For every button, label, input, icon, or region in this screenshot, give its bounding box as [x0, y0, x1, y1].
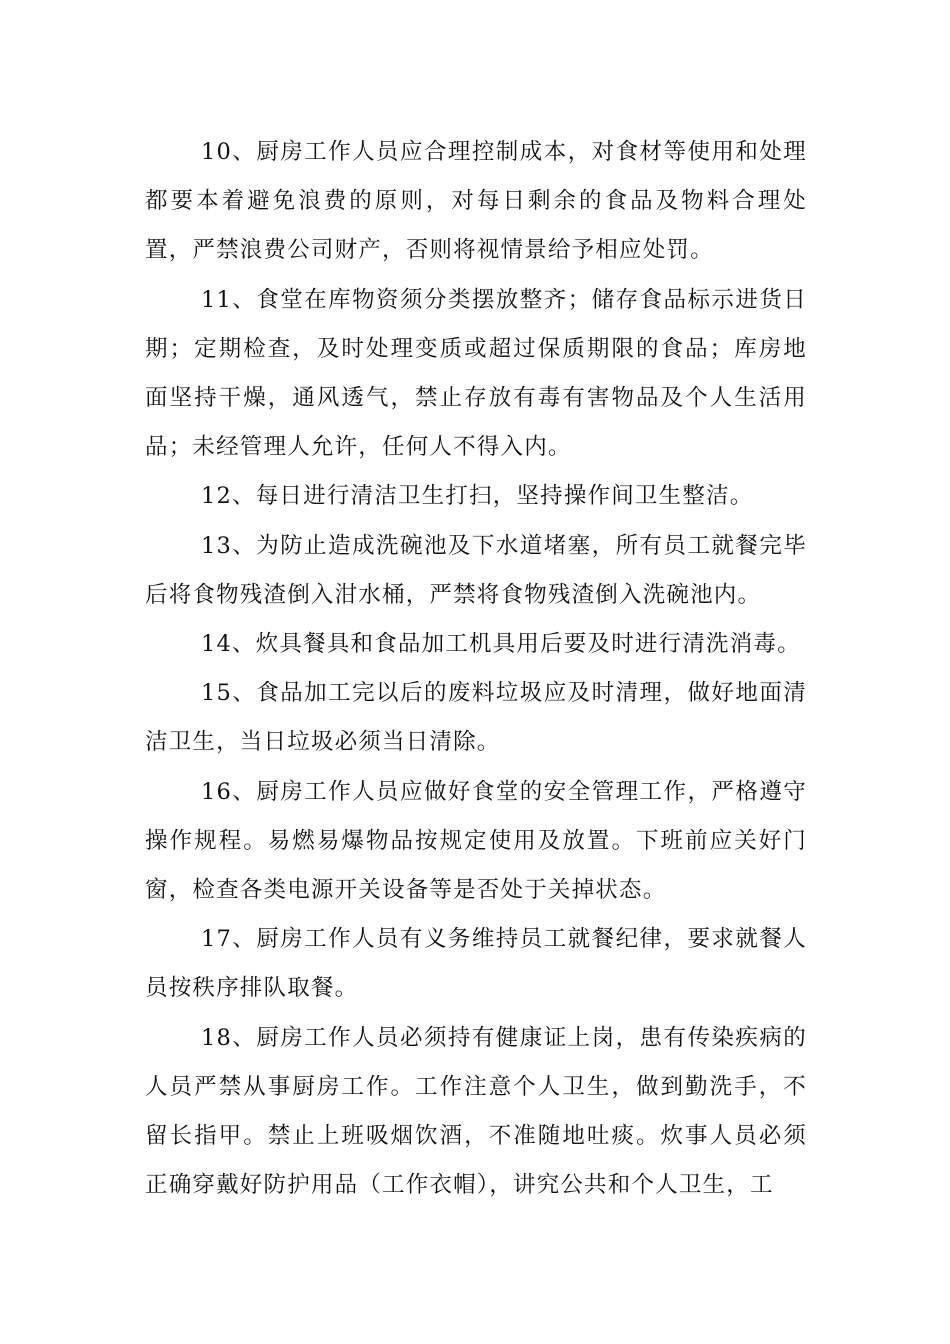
- rule-paragraph-12: 12、每日进行清洁卫生打扫，坚持操作间卫生整洁。: [201, 483, 754, 510]
- document-body: [145, 128, 807, 1210]
- rule-paragraph-17: 17、厨房工作人员有义务维持员工就餐纪律，要求就餐人员按秩序排队取餐。: [145, 926, 807, 1002]
- rule-paragraph-11: 11、食堂在库物资须分类摆放整齐；储存食品标示进货日期；定期检查，及时处理变质或超过保质期限的食品；库房地面坚持干燥，通风透气，禁止存放有毒有害物品及个人生活用品；未经管理人允许，任何人不得入内。: [145, 286, 807, 461]
- rule-paragraph-14: 14、炊具餐具和食品加工机具用后要及时进行清洗消毒。: [201, 631, 801, 658]
- rule-paragraph-18: 18、厨房工作人员必须持有健康证上岗，患有传染疾病的人员严禁从事厨房工作。工作注意个人卫生，做到勤洗手，不留长指甲。禁止上班吸烟饮酒，不准随地吐痰。炊事人员必须正确穿戴好防护用品（工作衣帽），讲究公共和个人卫生，工: [145, 1024, 807, 1199]
- rule-paragraph-16: 16、厨房工作人员应做好食堂的安全管理工作，严格遵守操作规程。易燃易爆物品按规定使用及放置。下班前应关好门窗，检查各类电源开关设备等是否处于关掉状态。: [145, 778, 807, 904]
- rule-paragraph-15: 15、食品加工完以后的废料垃圾应及时清理，做好地面清洁卫生，当日垃圾必须当日清除。: [145, 680, 807, 756]
- rule-paragraph-13: 13、为防止造成洗碗池及下水道堵塞，所有员工就餐完毕后将食物残渣倒入泔水桶，严禁将食物残渣倒入洗碗池内。: [145, 532, 807, 608]
- rule-paragraph-10: 10、厨房工作人员应合理控制成本，对食材等使用和处理都要本着避免浪费的原则，对每日剩余的食品及物料合理处置，严禁浪费公司财产，否则将视情景给予相应处罚。: [145, 139, 807, 264]
